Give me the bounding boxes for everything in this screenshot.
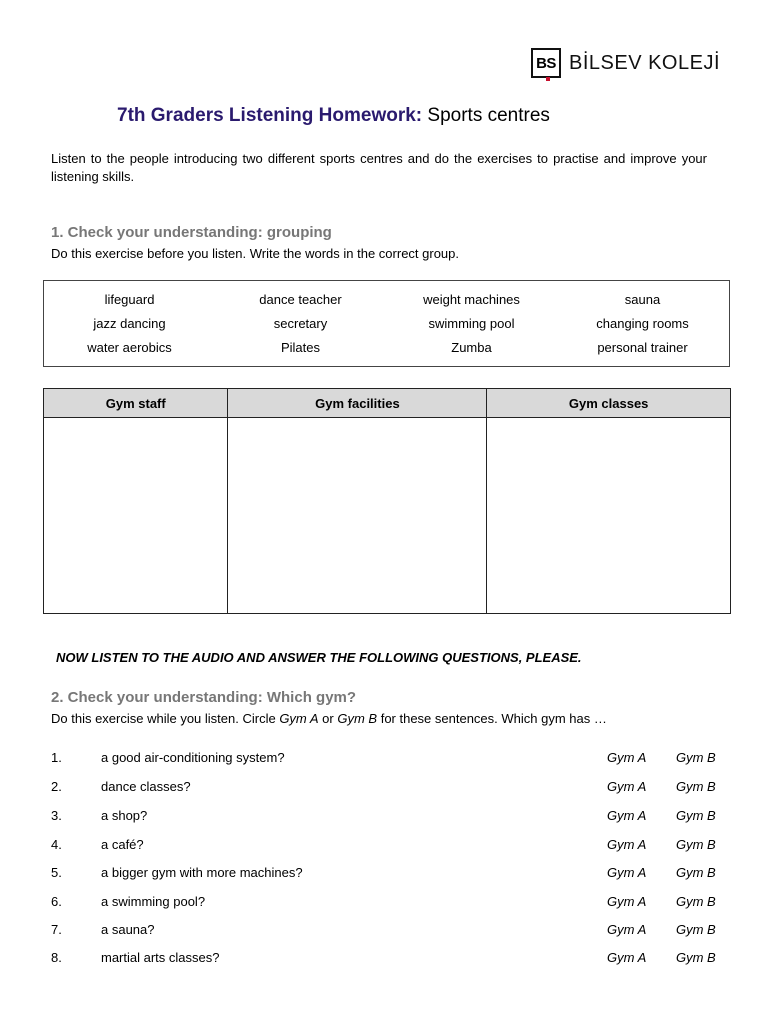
word-bank-item: jazz dancing [93, 316, 166, 331]
word-bank-item: water aerobics [87, 340, 172, 355]
question-row [51, 922, 731, 940]
word-bank-item: changing rooms [596, 316, 689, 331]
title-topic: Sports centres [427, 105, 550, 126]
word-bank-item: Zumba [451, 340, 492, 355]
word-bank [43, 280, 730, 367]
gym-b-option[interactable]: Gym B [676, 750, 716, 765]
gym-a-option[interactable]: Gym A [607, 950, 647, 965]
grouping-header-row [44, 389, 731, 418]
question-text: a shop? [101, 808, 148, 823]
instruction-part: or [318, 711, 338, 726]
instruction-part: Do this exercise while you listen. Circle [51, 711, 280, 726]
question-row [51, 894, 731, 912]
word-bank-item: dance teacher [259, 292, 342, 307]
question-number: 3. [51, 808, 62, 823]
word-grid [44, 281, 729, 363]
gym-b-option[interactable]: Gym B [676, 894, 716, 909]
question-number: 4. [51, 837, 62, 852]
gym-b-option[interactable]: Gym B [676, 837, 716, 852]
logo-mark-text: BS [536, 54, 556, 72]
question-row [51, 750, 731, 768]
question-number: 5. [51, 865, 62, 880]
question-text: a bigger gym with more machines? [101, 865, 303, 880]
gym-a-term: Gym A [279, 711, 319, 726]
grouping-answer-row [44, 418, 731, 614]
word-bank-item: Pilates [280, 340, 321, 355]
question-text: a café? [101, 837, 144, 852]
question-text: a swimming pool? [101, 894, 206, 909]
logo-name: BİLSEV KOLEJİ [569, 51, 721, 74]
gym-a-option[interactable]: Gym A [607, 750, 647, 765]
word-bank-item: lifeguard [104, 292, 155, 307]
section1-heading: 1. Check your understanding: grouping [51, 224, 332, 241]
grouping-answer-cell[interactable] [487, 418, 731, 614]
gym-a-option[interactable]: Gym A [607, 837, 647, 852]
question-number: 1. [51, 750, 62, 765]
question-number: 8. [51, 950, 62, 965]
question-text: a good air-conditioning system? [101, 750, 285, 765]
listen-instruction: NOW LISTEN TO THE AUDIO AND ANSWER THE FOLLOWING QUESTIONS, PLEASE. [56, 650, 582, 665]
question-row [51, 837, 731, 855]
question-text: a sauna? [101, 922, 155, 937]
gym-b-option[interactable]: Gym B [676, 950, 716, 965]
question-number: 6. [51, 894, 62, 909]
gym-b-option[interactable]: Gym B [676, 779, 716, 794]
page-title [117, 105, 550, 127]
word-bank-item: secretary [273, 316, 328, 331]
section2-instruction [51, 711, 607, 726]
grouping-column-header: Gym classes [487, 389, 731, 418]
question-text: martial arts classes? [101, 950, 220, 965]
title-lead: 7th Graders Listening Homework: [117, 105, 423, 126]
gym-a-option[interactable]: Gym A [607, 779, 647, 794]
instruction-part: for these sentences. Which gym has … [377, 711, 607, 726]
gym-a-option[interactable]: Gym A [607, 894, 647, 909]
logo-accent-dot [546, 77, 550, 81]
grouping-answer-cell[interactable] [44, 418, 228, 614]
question-number: 7. [51, 922, 62, 937]
gym-b-option[interactable]: Gym B [676, 865, 716, 880]
word-bank-item: weight machines [423, 292, 520, 307]
grouping-column-header: Gym facilities [228, 389, 487, 418]
question-text: dance classes? [101, 779, 191, 794]
gym-a-option[interactable]: Gym A [607, 808, 647, 823]
word-bank-item: swimming pool [428, 316, 515, 331]
school-logo [531, 48, 720, 78]
question-number: 2. [51, 779, 62, 794]
question-row [51, 950, 731, 968]
section2-heading: 2. Check your understanding: Which gym? [51, 689, 357, 706]
grouping-column-header: Gym staff [44, 389, 228, 418]
grouping-answer-cell[interactable] [228, 418, 487, 614]
question-row [51, 808, 731, 826]
gym-b-term: Gym B [337, 711, 378, 726]
intro-paragraph: Listen to the people introducing two different sports centres and do the exercises to practise and improve your listening skills. [51, 151, 707, 184]
word-bank-item: sauna [624, 292, 661, 307]
question-row [51, 779, 731, 797]
section1-instruction: Do this exercise before you listen. Write the words in the correct group. [51, 246, 460, 261]
gym-b-option[interactable]: Gym B [676, 922, 716, 937]
gym-a-option[interactable]: Gym A [607, 865, 647, 880]
gym-a-option[interactable]: Gym A [607, 922, 647, 937]
word-bank-item: personal trainer [597, 340, 688, 355]
grouping-table [43, 388, 731, 614]
gym-b-option[interactable]: Gym B [676, 808, 716, 823]
logo-mark [531, 48, 561, 78]
question-row [51, 865, 731, 883]
